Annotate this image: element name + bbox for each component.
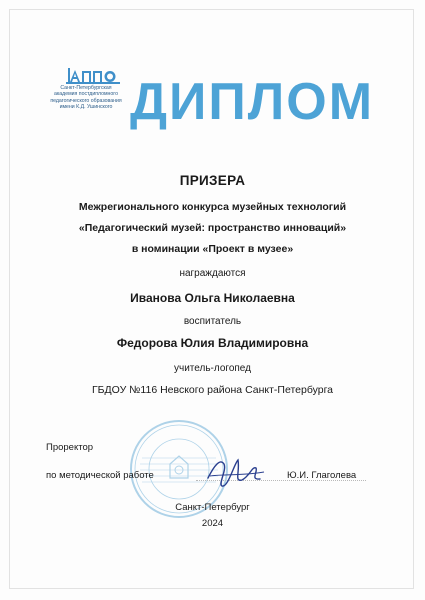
recipient-name: Иванова Ольга Николаевна [130, 291, 295, 305]
organization-name: ГБДОУ №116 Невского района Санкт-Петербурга [91, 384, 334, 396]
city: Санкт-Петербург [175, 502, 250, 513]
signatory-name: Ю.И. Глаголева [287, 470, 357, 481]
signature [200, 446, 270, 496]
prize-label: ПРИЗЕРА [179, 173, 246, 188]
contest-line: в номинации «Проект в музее» [131, 243, 294, 255]
recipient-role: учитель-логопед [174, 363, 251, 374]
signatory-title-line2: по методической работе [46, 470, 154, 481]
logo-caption-line: педагогического образования [50, 97, 122, 104]
signatory-title: Проректор [46, 442, 94, 453]
contest-description [0, 197, 425, 260]
logo-caption [44, 85, 128, 110]
recipient-name: Федорова Юлия Владимировна [116, 336, 309, 350]
logo-caption-line: имени К.Д. Ушинского [59, 103, 113, 110]
contest-line: «Педагогический музей: пространство инноваций» [78, 222, 347, 234]
logo-caption-line: академия постдипломного [54, 91, 118, 98]
contest-line: Межрегионального конкурса музейных технологий [78, 201, 347, 213]
year: 2024 [201, 518, 224, 529]
diploma-title: ДИПЛОМ [130, 73, 375, 131]
awarded-label: награждаются [179, 268, 246, 279]
logo-caption-line: Санкт-Петербургская [60, 85, 112, 91]
recipient-role: воспитатель [183, 316, 242, 327]
